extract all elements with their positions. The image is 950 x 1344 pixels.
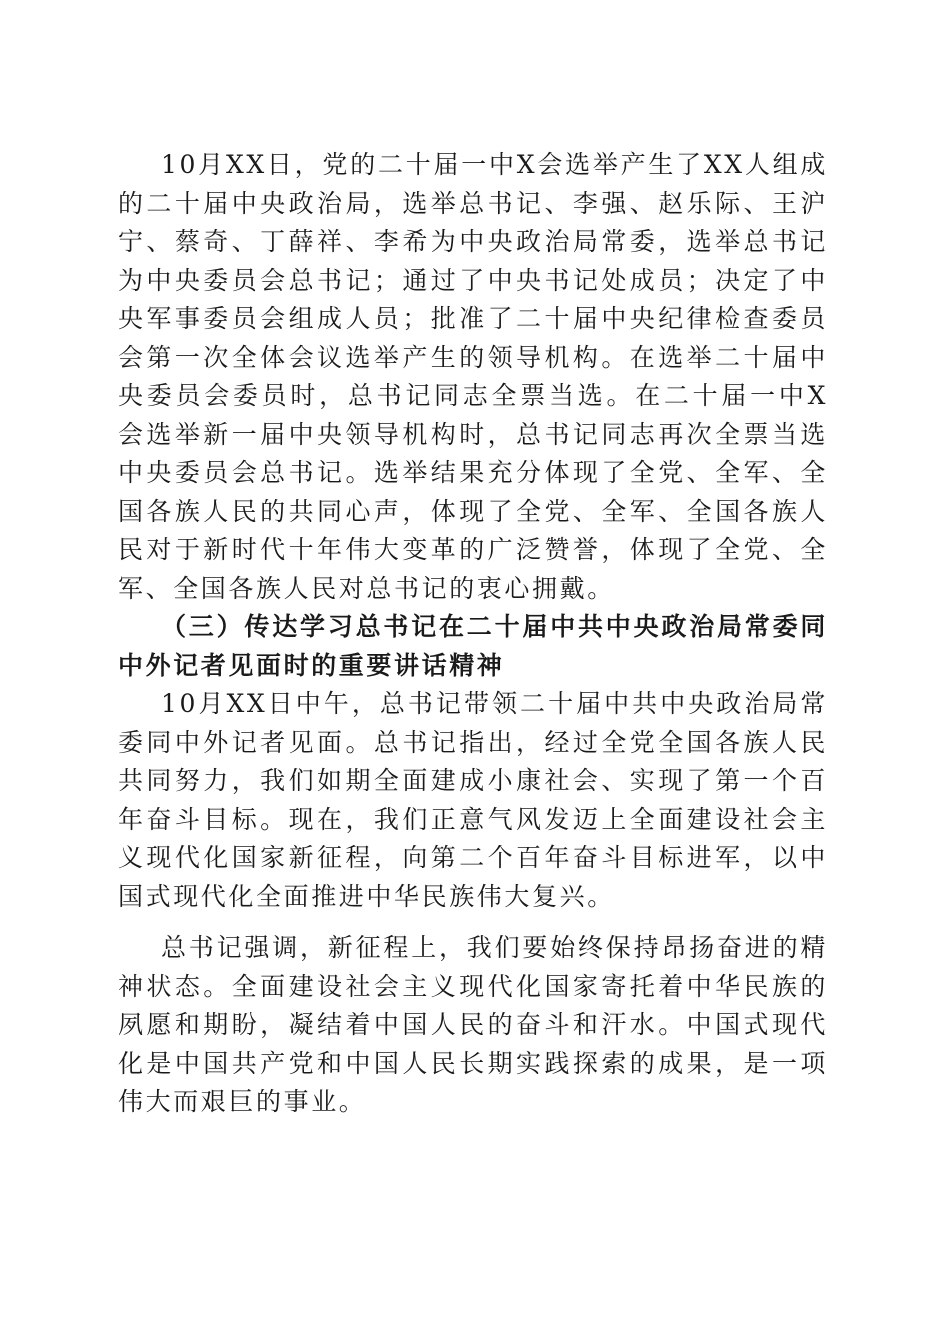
section-heading-3: （三）传达学习总书记在二十届中共中央政治局常委同中外记者见面时的重要讲话精神 — [118, 612, 828, 680]
paragraph-new-journey: 总书记强调，新征程上，我们要始终保持昂扬奋进的精神状态。全面建设社会主义现代化国家寄托着中华民族的夙愿和期盼，凝结着中国人民的奋斗和汗水。中国式现代化是中国共产党和中国人民长期实践探索的成果，是一项伟大而艰巨的事业。 — [118, 933, 828, 1116]
paragraph-press-meeting: 10月XX日中午，总书记带领二十届中共中央政治局常委同中外记者见面。总书记指出，经过全党全国各族人民共同努力，我们如期全面建成小康社会、实现了第一个百年奋斗目标。现在，我们正意气风发迈上全面建设社会主义现代化国家新征程，向第二个百年奋斗目标进军，以中国式现代化全面推进中华民族伟大复兴。 — [118, 689, 828, 911]
paragraph-election-results: 10月XX日，党的二十届一中X会选举产生了XX人组成的二十届中央政治局，选举总书记、李强、赵乐际、王沪宁、蔡奇、丁薛祥、李希为中央政治局常委，选举总书记为中央委员会总书记；通过了中央书记处成员；决定了中央军事委员会组成人员；批准了二十届中央纪律检查委员会第一次全体会议选举产生的领导机构。在选举二十届中央委员会委员时，总书记同志全票当选。在二十届一中X会选举新一届中央领导机构时，总书记同志再次全票当选中央委员会总书记。选举结果充分体现了全党、全军、全国各族人民的共同心声，体现了全党、全军、全国各族人民对于新时代十年伟大变革的广泛赞誉，体现了全党、全军、全国各族人民对总书记的衷心拥戴。 — [118, 150, 828, 603]
document-body — [118, 146, 828, 1122]
